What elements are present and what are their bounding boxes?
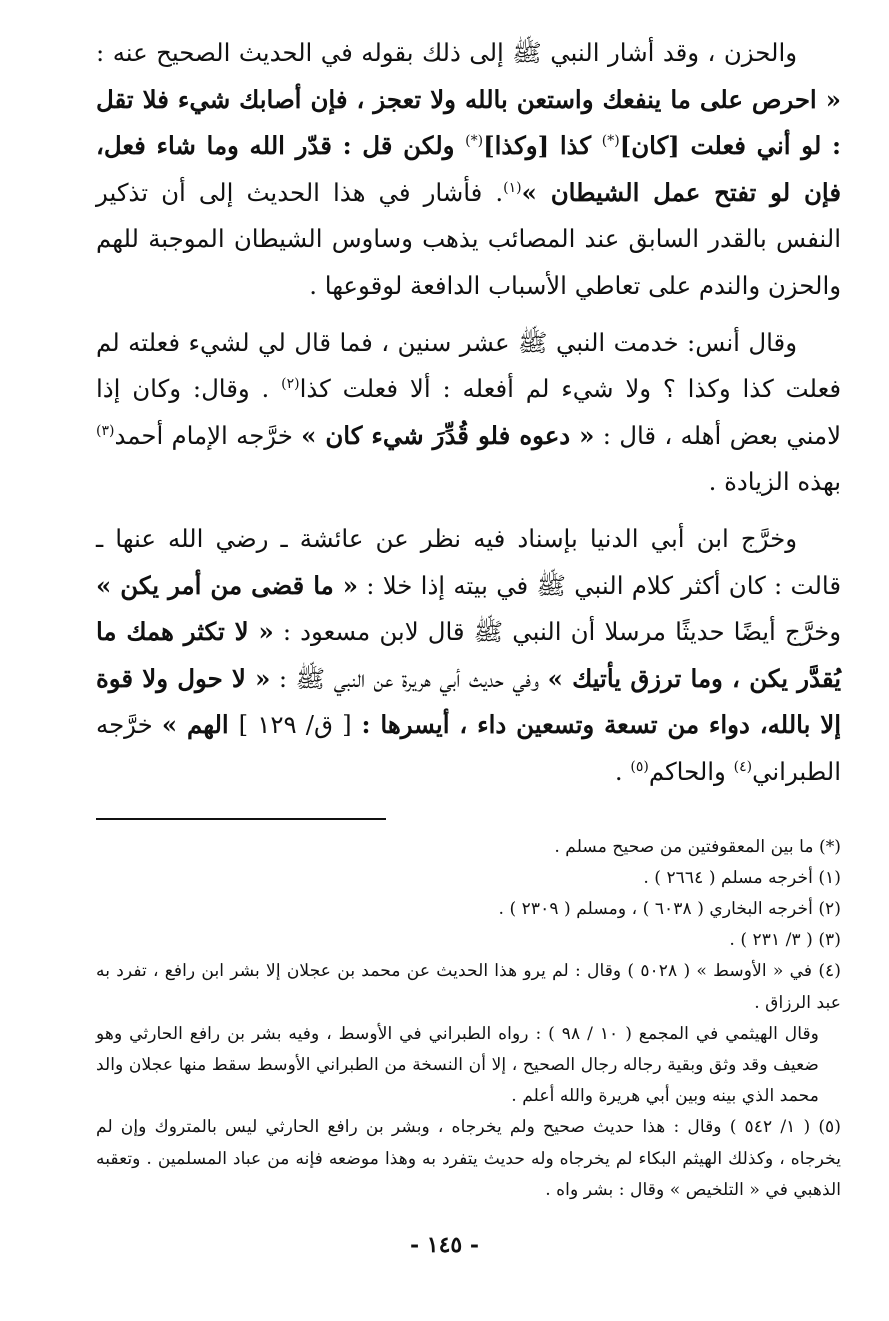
footnote-marker: (١) xyxy=(503,179,522,196)
footnote-marker: (٥) xyxy=(630,758,649,775)
text-run: بهذه الزيادة . xyxy=(708,467,841,497)
footnote-marker: (٣) xyxy=(96,422,115,439)
text-run: وخرَّج أيضًا حديثًا مرسلا أن النبي ﷺ قال لابن مسعود : xyxy=(273,617,841,647)
text-run: والحاكم xyxy=(648,756,734,786)
book-page xyxy=(96,30,841,1206)
footnote-7: (٥) ( ١/ ٥٤٢ ) وقال : هذا حديث صحيح ولم يخرجاه ، وبشر بن رافع الحارثي ليس بالمتروك وإن لم يخرجاه ، وكذلك الهيثم البكاء لم يخرجاه وله حديث يتفرد به وهذا موضعه فإنه من عباد المسلمين . وتعقبه الذهبي في « التلخيص » وقال : بشر واه . xyxy=(96,1117,841,1200)
hadith-text: « دعوه فلو قُدِّرَ شيء كان » xyxy=(301,420,595,450)
text-run: خرَّجه الطبراني xyxy=(96,710,841,786)
footnote-separator xyxy=(96,818,386,820)
hadith-text: الهم » xyxy=(161,710,239,740)
text-run: وخرَّج ابن أبي الدنيا بإسناد فيه نظر عن عائشة ـ رضي الله عنها ـ قالت : كان أكثر كلام النبي ﷺ في بيته إذا خلا : xyxy=(96,523,841,600)
footnote-2: (١) أخرجه مسلم ( ٢٦٦٤ ) . xyxy=(643,867,841,888)
paragraph-2 xyxy=(96,320,841,506)
text-run: . وقال: وكان إذا لامني بعض أهله ، قال : xyxy=(96,374,842,450)
text-run: [ ق/ ١٢٩ ] xyxy=(238,710,352,740)
hadith-text: « لا تكثر همك ما يُقدَّر يكن ، وما ترزق يأتيك » xyxy=(96,617,841,693)
paragraph-3 xyxy=(96,516,841,796)
footnote-marker: (٢) xyxy=(281,376,300,393)
footnote-marker: (*) xyxy=(465,133,484,150)
hadith-text: « احرص على ما ينفعك واستعن بالله ولا تعجز ، فإن أصابك شيء فلا تقل : لو أني فعلت [كان] xyxy=(96,84,841,161)
hadith-text: « لا حول ولا قوة إلا بالله، دواء من تسعة وتسعين داء ، أيسرها : xyxy=(96,663,841,740)
text-run: خرَّجه الإمام أحمد xyxy=(114,420,302,450)
paragraph-1 xyxy=(96,30,841,310)
footnote-3: (٢) أخرجه البخاري ( ٦٠٣٨ ) ، ومسلم ( ٢٣٠٩ ) . xyxy=(498,898,841,919)
page-number: - ١٤٥ - xyxy=(409,1232,480,1258)
text-run: وفي حديث أبي هريرة عن النبي ﷺ : xyxy=(270,663,548,693)
text-run: . فأشار في هذا الحديث إلى أن تذكير النفس بالقدر السابق عند المصائب يذهب وساوس الشيطان الموجبة للهم والحزن والندم على تعاطي الأسباب الدافعة لوقوعها . xyxy=(96,177,841,300)
text-run: والحزن ، وقد أشار النبي ﷺ إلى ذلك بقوله في الحديث الصحيح عنه : xyxy=(96,38,797,67)
footnote-4: (٣) ( ٣/ ٢٣١ ) . xyxy=(729,930,841,951)
footnote-5: (٤) في « الأوسط » ( ٥٠٢٨ ) وقال : لم يرو هذا الحديث عن محمد بن عجلان إلا بشر ابن رافع ، تفرد به عبد الرزاق . xyxy=(96,961,841,1013)
footnote-6: وقال الهيثمي في المجمع ( ١٠ / ٩٨ ) : رواه الطبراني في الأوسط ، وفيه بشر بن رافع الحارثي وهو ضعيف وقد وثق وبقية رجاله رجال الصحيح ، إلا أن النسخة من الطبراني الأوسط سقط منها عجلان والد محمد الذي بينه وبين أبي هريرة والله أعلم . xyxy=(96,1023,819,1107)
text-run: . xyxy=(614,756,631,786)
hadith-text: كذا [وكذا] xyxy=(483,131,602,161)
hadith-text: ولكن قل : قدّر الله وما شاء فعل، فإن لو تفتح عمل الشيطان » xyxy=(96,131,842,207)
footnote-1: (*) ما بين المعقوفتين من صحيح مسلم . xyxy=(554,836,841,857)
body-text xyxy=(96,30,841,796)
footnote-marker: (٤) xyxy=(733,758,753,775)
footnotes xyxy=(96,832,841,1206)
hadith-text: « ما قضى من أمر يكن » xyxy=(96,570,358,600)
footnote-marker: (*) xyxy=(601,133,620,150)
text-run: وقال أنس: خدمت النبي ﷺ عشر سنين ، فما قال لي لشيء فعلته لم فعلت كذا وكذا ؟ ولا شيء لم أفعله : ألا فعلت كذا xyxy=(96,327,841,404)
